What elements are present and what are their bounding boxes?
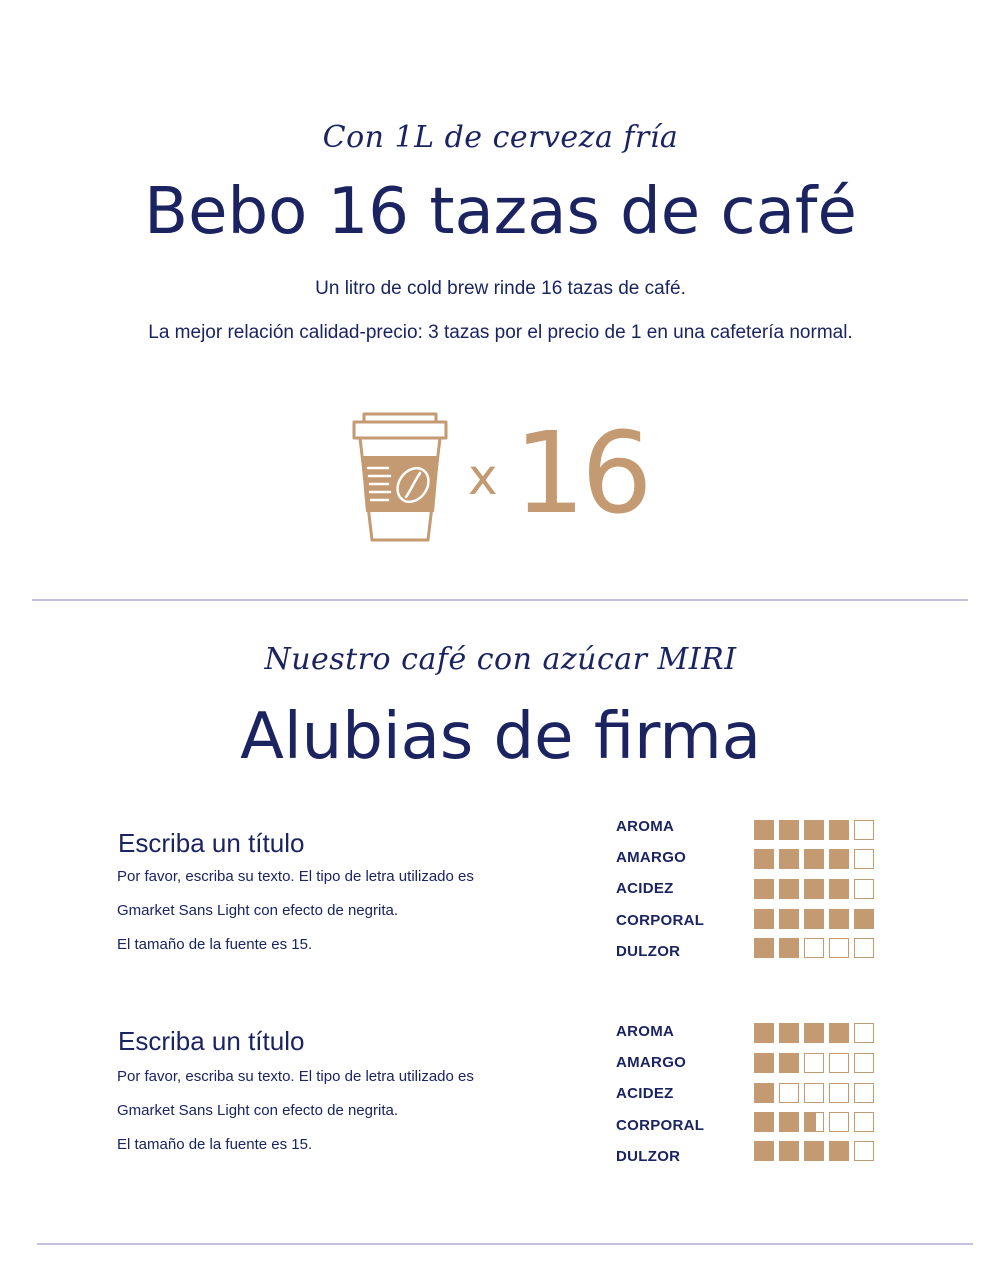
- rating-box-fill: [830, 821, 848, 839]
- rating-box: [754, 1023, 774, 1043]
- rating-label: CORPORAL: [616, 1117, 705, 1134]
- rating-box-fill: [755, 850, 773, 868]
- rating-box: [804, 879, 824, 899]
- cup-count: 16: [514, 409, 649, 539]
- rating-box: [829, 820, 849, 840]
- bean-block-2: [0, 1023, 1001, 1206]
- rating-boxes: [754, 820, 874, 840]
- rating-box-fill: [830, 850, 848, 868]
- section-divider: [32, 599, 968, 601]
- rating-box: [804, 938, 824, 958]
- rating-box: [829, 1112, 849, 1132]
- rating-box: [804, 909, 824, 929]
- rating-boxes: [754, 849, 874, 869]
- rating-box-fill: [755, 939, 773, 957]
- rating-box: [804, 1112, 824, 1132]
- rating-box: [854, 820, 874, 840]
- rating-box-fill: [780, 939, 798, 957]
- rating-box: [779, 849, 799, 869]
- hero-script-title: Con 1L de cerveza fría: [322, 120, 679, 155]
- rating-box: [754, 938, 774, 958]
- cup-multiplier: [350, 408, 650, 548]
- rating-box-fill: [755, 880, 773, 898]
- rating-box-fill: [830, 910, 848, 928]
- rating-box-fill: [805, 850, 823, 868]
- rating-box: [804, 1083, 824, 1103]
- rating-label: ACIDEZ: [616, 880, 674, 897]
- section-divider: [37, 1243, 973, 1245]
- rating-box: [754, 909, 774, 929]
- bean-block-1: [0, 818, 1001, 1008]
- rating-box: [829, 938, 849, 958]
- rating-box: [779, 820, 799, 840]
- rating-box: [754, 1083, 774, 1103]
- rating-box: [854, 938, 874, 958]
- rating-label: AMARGO: [616, 1054, 687, 1071]
- rating-box: [854, 1023, 874, 1043]
- beans-title: Alubias de firma: [240, 700, 761, 774]
- rating-box-fill: [780, 1113, 798, 1131]
- rating-box-fill: [805, 1142, 823, 1160]
- rating-box-fill: [780, 850, 798, 868]
- block-text-line: El tamaño de la fuente es 15.: [117, 936, 313, 953]
- rating-box: [779, 1053, 799, 1073]
- rating-boxes: [754, 1112, 874, 1132]
- rating-boxes: [754, 938, 874, 958]
- rating-boxes: [754, 909, 874, 929]
- rating-box: [804, 1053, 824, 1073]
- rating-box-fill: [780, 821, 798, 839]
- rating-box: [854, 879, 874, 899]
- rating-box: [754, 1053, 774, 1073]
- rating-box-fill: [780, 1142, 798, 1160]
- rating-box: [829, 879, 849, 899]
- rating-box: [804, 1023, 824, 1043]
- rating-box: [754, 1112, 774, 1132]
- rating-box: [804, 1141, 824, 1161]
- rating-box-fill: [780, 910, 798, 928]
- block-title: Escriba un título: [118, 1026, 305, 1056]
- rating-boxes: [754, 1053, 874, 1073]
- rating-box-fill: [805, 910, 823, 928]
- rating-box: [804, 849, 824, 869]
- rating-box-fill: [855, 910, 873, 928]
- hero-line-2: La mejor relación calidad-precio: 3 tazas por el precio de 1 en una cafetería normal.: [148, 322, 853, 343]
- rating-label: DULZOR: [616, 1148, 681, 1165]
- rating-box-fill: [755, 910, 773, 928]
- rating-box-fill: [755, 821, 773, 839]
- rating-label: AMARGO: [616, 849, 687, 866]
- rating-box-fill: [830, 1024, 848, 1042]
- rating-box-fill: [755, 1054, 773, 1072]
- rating-box-fill: [755, 1142, 773, 1160]
- rating-box-fill: [805, 1024, 823, 1042]
- rating-box-fill: [780, 1024, 798, 1042]
- rating-box: [804, 820, 824, 840]
- block-title: Escriba un título: [118, 828, 305, 858]
- rating-box-fill: [805, 1113, 816, 1131]
- hero-title: Bebo 16 tazas de café: [144, 175, 857, 249]
- rating-box: [854, 909, 874, 929]
- rating-boxes: [754, 879, 874, 899]
- rating-box: [854, 1112, 874, 1132]
- rating-box-fill: [780, 880, 798, 898]
- rating-box-fill: [755, 1084, 773, 1102]
- rating-box: [854, 1083, 874, 1103]
- rating-box-fill: [755, 1113, 773, 1131]
- rating-box: [829, 1083, 849, 1103]
- rating-box: [779, 909, 799, 929]
- rating-box: [829, 909, 849, 929]
- hero-line-1: Un litro de cold brew rinde 16 tazas de café.: [315, 278, 686, 299]
- block-text-line: El tamaño de la fuente es 15.: [117, 1136, 313, 1153]
- rating-box: [754, 849, 774, 869]
- rating-label: CORPORAL: [616, 912, 705, 929]
- rating-box: [754, 1141, 774, 1161]
- rating-box-fill: [830, 1142, 848, 1160]
- rating-label: ACIDEZ: [616, 1085, 674, 1102]
- rating-box: [854, 1141, 874, 1161]
- rating-label: AROMA: [616, 1023, 675, 1040]
- rating-box-fill: [755, 1024, 773, 1042]
- rating-box: [829, 1141, 849, 1161]
- rating-box: [754, 820, 774, 840]
- rating-box-fill: [805, 821, 823, 839]
- multiplier-x: x: [468, 448, 498, 506]
- rating-box: [829, 1023, 849, 1043]
- rating-boxes: [754, 1023, 874, 1043]
- rating-box: [829, 849, 849, 869]
- rating-box: [854, 1053, 874, 1073]
- block-text-line: Gmarket Sans Light con efecto de negrita.: [117, 902, 398, 919]
- block-text-line: Gmarket Sans Light con efecto de negrita.: [117, 1102, 398, 1119]
- rating-box: [779, 1023, 799, 1043]
- rating-box: [779, 1083, 799, 1103]
- rating-box-fill: [830, 880, 848, 898]
- rating-box: [779, 1141, 799, 1161]
- block-text-line: Por favor, escriba su texto. El tipo de letra utilizado es: [117, 1068, 474, 1085]
- rating-boxes: [754, 1083, 874, 1103]
- rating-boxes: [754, 1141, 874, 1161]
- rating-box: [829, 1053, 849, 1073]
- rating-box: [854, 849, 874, 869]
- rating-label: DULZOR: [616, 943, 681, 960]
- rating-box: [779, 938, 799, 958]
- coffee-cup-icon: [350, 408, 450, 544]
- rating-box: [754, 879, 774, 899]
- rating-box: [779, 879, 799, 899]
- rating-box: [779, 1112, 799, 1132]
- rating-label: AROMA: [616, 818, 675, 835]
- rating-box-fill: [805, 880, 823, 898]
- rating-box-fill: [780, 1054, 798, 1072]
- beans-script-title: Nuestro café con azúcar MIRI: [264, 642, 737, 677]
- block-text-line: Por favor, escriba su texto. El tipo de letra utilizado es: [117, 868, 474, 885]
